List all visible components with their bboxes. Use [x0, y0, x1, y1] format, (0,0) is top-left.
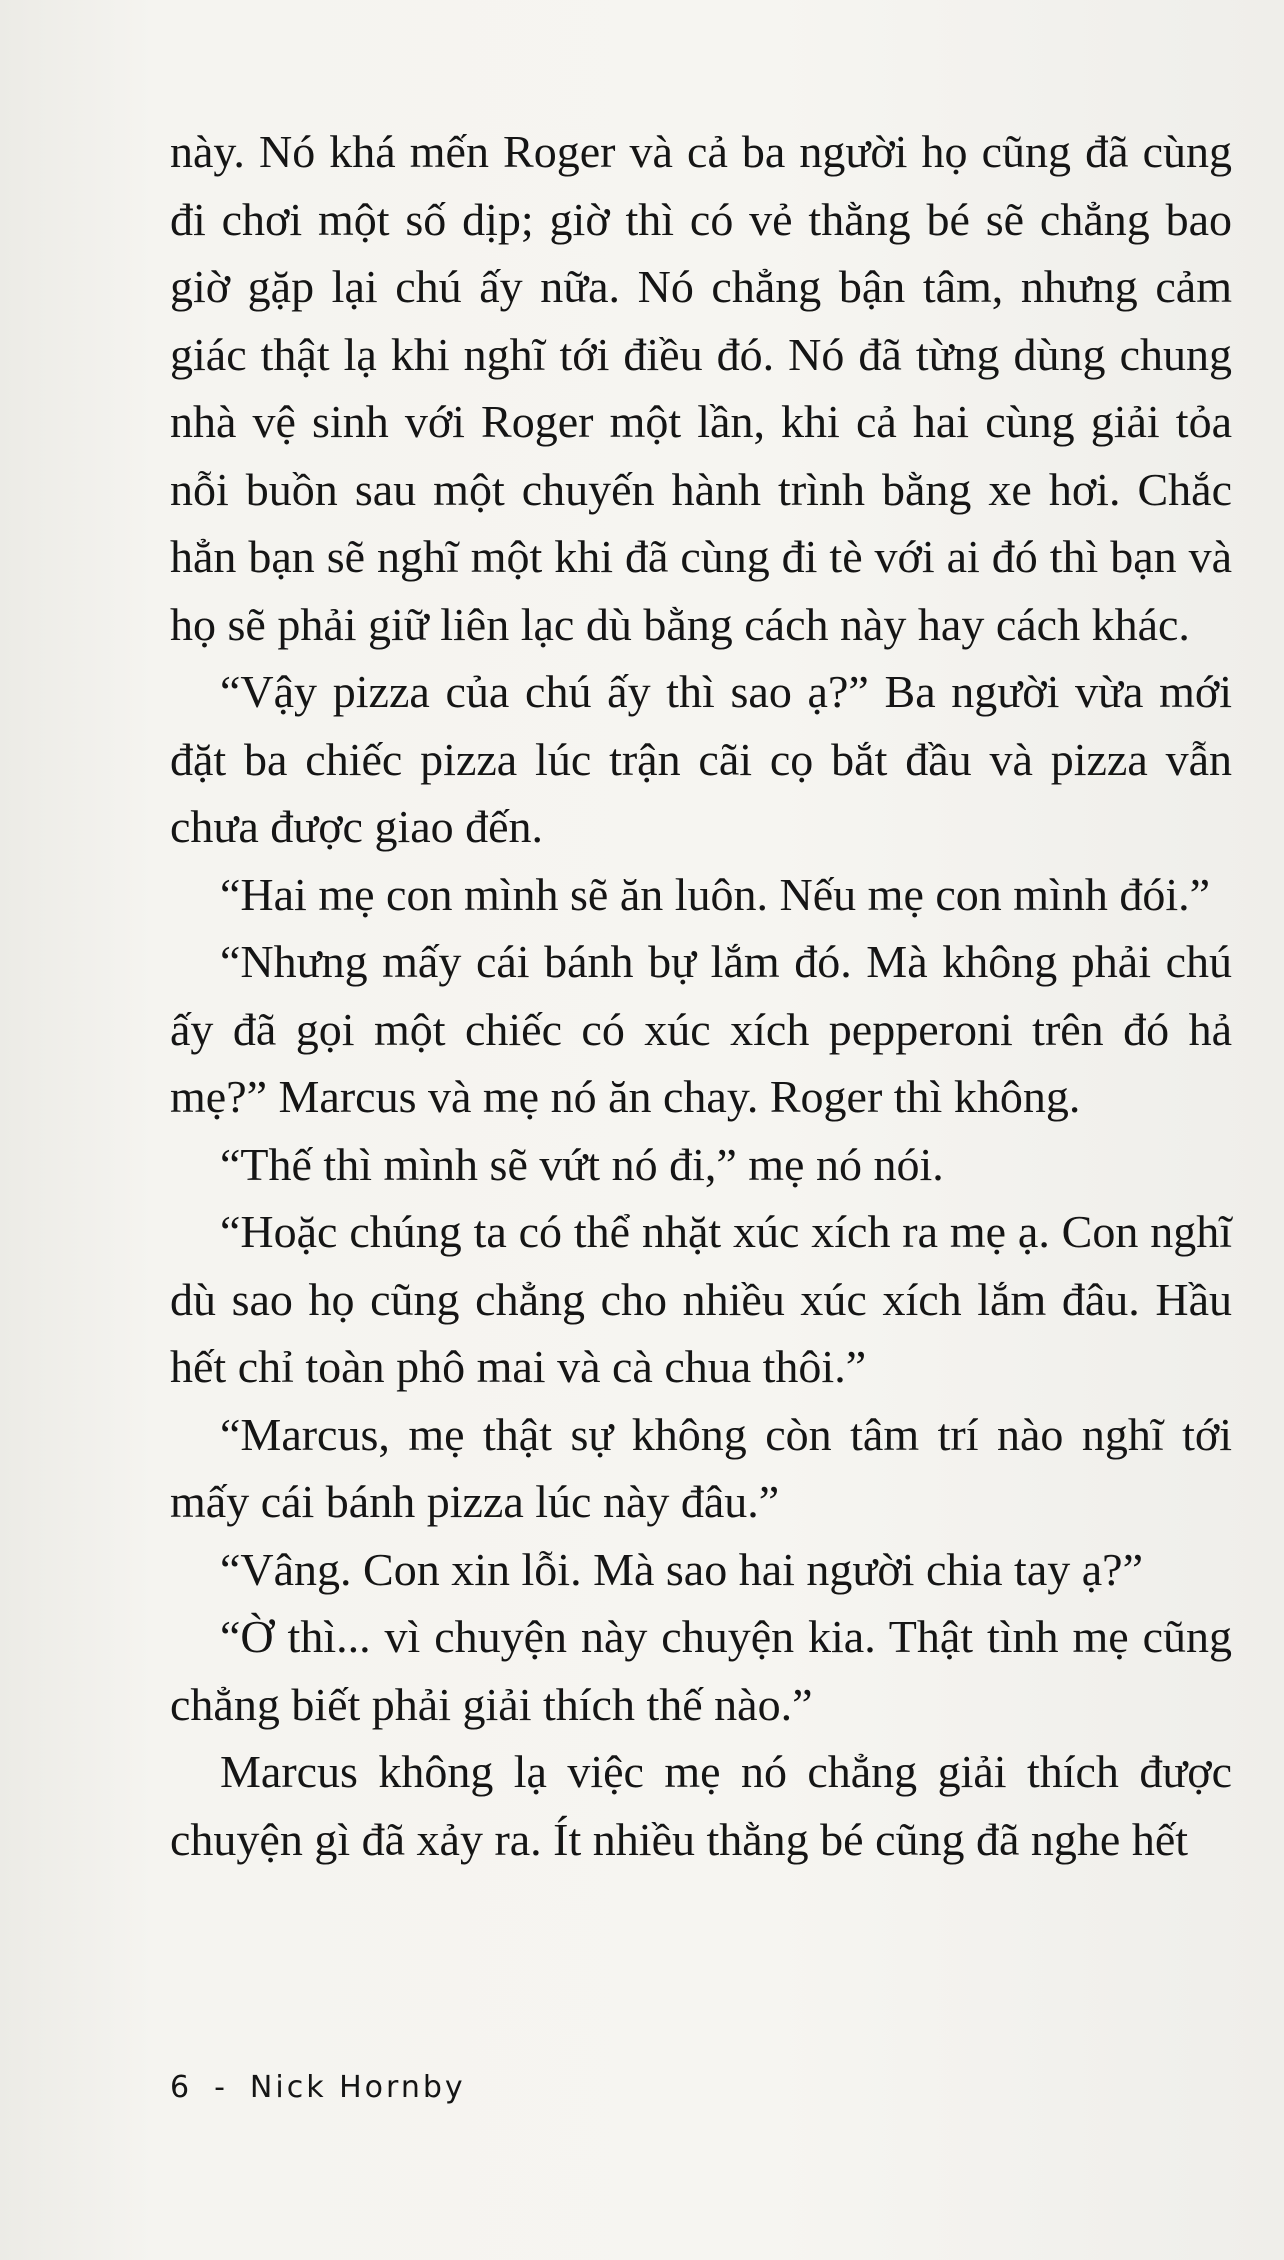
paragraph: “Vậy pizza của chú ấy thì sao ạ?” Ba người vừa mới đặt ba chiếc pizza lúc trận cãi cọ bắt đầu và pizza vẫn chưa được giao đến. [170, 666, 1232, 852]
paragraph: “Hoặc chúng ta có thể nhặt xúc xích ra mẹ ạ. Con nghĩ dù sao họ cũng chẳng cho nhiều xúc xích lắm đâu. Hầu hết chỉ toàn phô mai và cà chua thôi.” [170, 1206, 1232, 1392]
paragraph: “Nhưng mấy cái bánh bự lắm đó. Mà không phải chú ấy đã gọi một chiếc có xúc xích pepperoni trên đó hả mẹ?” Marcus và mẹ nó ăn chay. Roger thì không. [170, 936, 1232, 1122]
page-footer [170, 2070, 466, 2105]
author-name: Nick Hornby [249, 2070, 466, 2105]
paragraph: “Hai mẹ con mình sẽ ăn luôn. Nếu mẹ con mình đói.” [220, 868, 1211, 920]
paragraph: “Marcus, mẹ thật sự không còn tâm trí nào nghĩ tới mấy cái bánh pizza lúc này đâu.” [170, 1408, 1232, 1527]
body-text [170, 118, 1232, 1873]
paragraph: Marcus không lạ việc mẹ nó chẳng giải thích được chuyện gì đã xảy ra. Ít nhiều thằng bé cũng đã nghe hết [170, 1746, 1232, 1865]
footer-separator: - [214, 2070, 228, 2105]
paragraph: “Thế thì mình sẽ vứt nó đi,” mẹ nó nói. [220, 1138, 944, 1190]
paragraph: này. Nó khá mến Roger và cả ba người họ cũng đã cùng đi chơi một số dịp; giờ thì có vẻ thằng bé sẽ chẳng bao giờ gặp lại chú ấy nữa. Nó chẳng bận tâm, nhưng cảm giác thật lạ khi nghĩ tới điều đó. Nó đã từng dùng chung nhà vệ sinh với Roger một lần, khi cả hai cùng giải tỏa nỗi buồn sau một chuyến hành trình bằng xe hơi. Chắc hẳn bạn sẽ nghĩ một khi đã cùng đi tè với ai đó thì bạn và họ sẽ phải giữ liên lạc dù bằng cách này hay cách khác. [170, 126, 1232, 650]
paragraph: “Vâng. Con xin lỗi. Mà sao hai người chia tay ạ?” [220, 1543, 1144, 1595]
page-number: 6 [170, 2070, 193, 2105]
paragraph: “Ờ thì... vì chuyện này chuyện kia. Thật tình mẹ cũng chẳng biết phải giải thích thế nào.” [170, 1611, 1232, 1730]
